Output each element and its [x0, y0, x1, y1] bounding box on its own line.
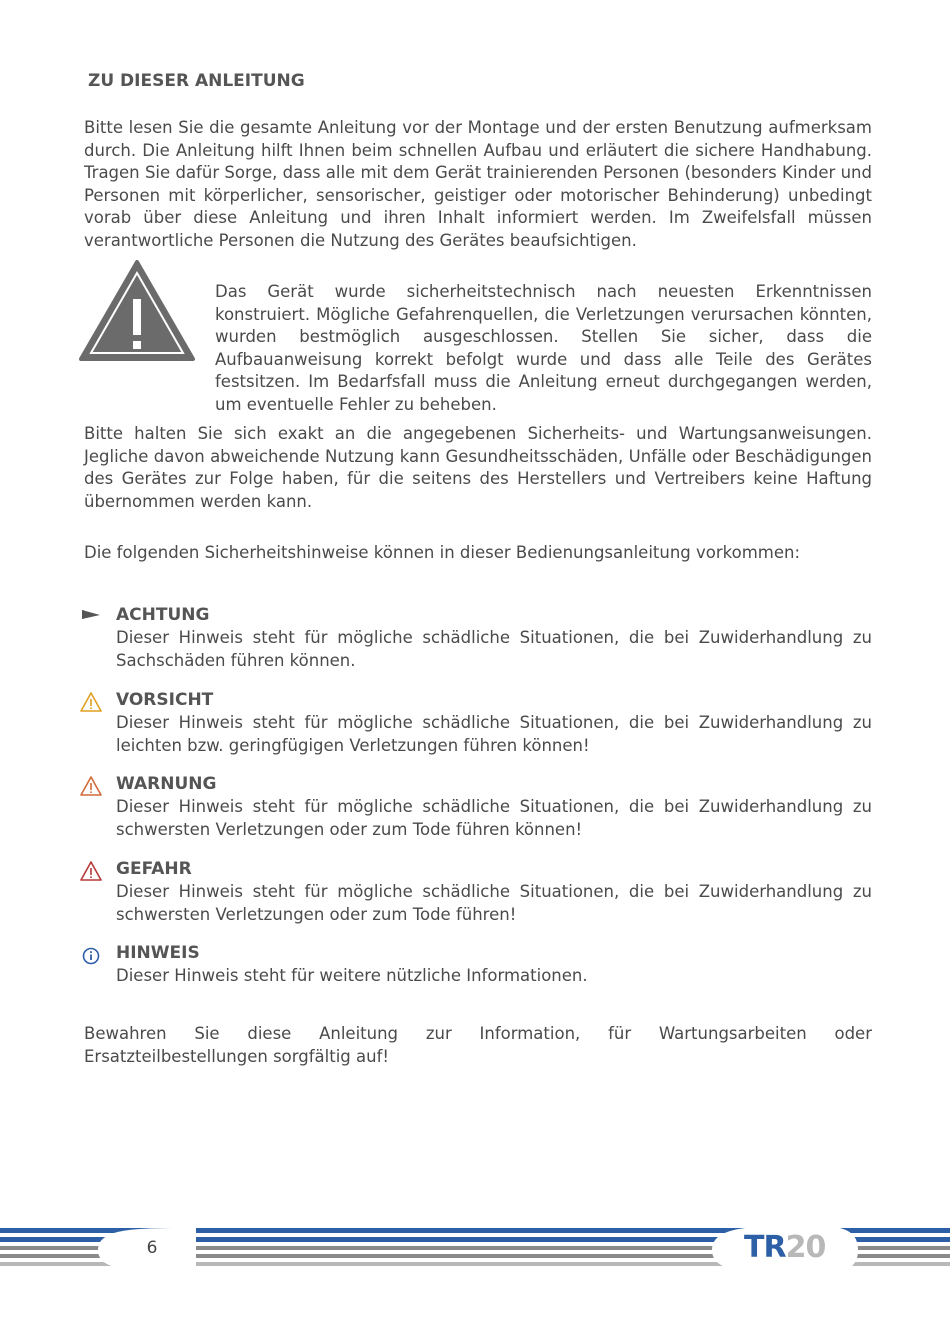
safety-warning-text: Das Gerät wurde sicherheitstechnisch nach neuesten Erkenntnissen konstruiert. Mögliche Gefahrenquellen, die Verletzungen verursachen könnten, wurden bestmöglich ausgeschlossen. Stellen Sie sicher, dass die Aufbauanweisung korrekt befolgt wurde und dass alle Teile des Gerätes festsitzen. Im Bedarfsfall muss die Anleitung erneut durchgegangen werden, um eventuelle Fehler zu beheben. — [215, 282, 872, 414]
note-heading: WARNUNG — [116, 774, 217, 794]
note-heading: ACHTUNG — [116, 605, 210, 625]
brand-logo-part-a: TR — [744, 1230, 786, 1265]
note-text: Dieser Hinweis steht für mögliche schädliche Situationen, die bei Zuwiderhandlung zu schwersten Verletzungen oder zum Tode führen! — [116, 882, 872, 924]
brand-logo — [744, 1230, 825, 1265]
note-heading: VORSICHT — [116, 690, 214, 710]
warning-triangle-icon — [80, 775, 102, 797]
safety-paragraph: Bitte halten Sie sich exakt an die angegebenen Sicherheits- und Wartungsanweisungen. Jegliche davon abweichende Nutzung kann Gesundheitsschäden, Unfälle oder Beschädigungen des Gerätes zur Folge haben, für die seitens des Herstellers und Vertreibers keine Haftung übernommen werden kann. — [84, 424, 872, 511]
note-text: Dieser Hinweis steht für mögliche schädliche Situationen, die bei Zuwiderhandlung zu leichten bzw. geringfügigen Verletzungen führen können! — [116, 713, 872, 755]
note-text: Dieser Hinweis steht für weitere nützliche Informationen. — [116, 966, 588, 985]
note-text: Dieser Hinweis steht für mögliche schädliche Situationen, die bei Zuwiderhandlung zu schwersten Verletzungen oder zum Tode führen können! — [116, 797, 872, 839]
caution-triangle-icon — [80, 691, 102, 713]
note-text: Dieser Hinweis steht für mögliche schädliche Situationen, die bei Zuwiderhandlung zu Sachschäden führen können. — [116, 628, 872, 670]
info-circle-icon — [80, 944, 102, 966]
intro-paragraph: Bitte lesen Sie die gesamte Anleitung vor der Montage und der ersten Benutzung aufmerksam durch. Die Anleitung hilft Ihnen beim schnellen Aufbau und erläutert die sichere Handhabung. Tragen Sie dafür Sorge, dass alle mit dem Gerät trainierenden Personen (besonders Kinder und Personen mit körperlicher, sensorischer, geistiger oder motorischer Behinderung) unbedingt vorab über diese Anleitung und ihren Inhalt informiert werden. Im Zweifelsfall müssen verantwortliche Personen die Nutzung des Gerätes beaufsichtigen. — [84, 118, 872, 250]
notes-intro-paragraph: Die folgenden Sicherheitshinweise können in dieser Bedienungsanleitung vorkommen: — [84, 543, 801, 562]
flag-arrow-icon — [80, 606, 102, 628]
note-heading: GEFAHR — [116, 859, 192, 879]
closing-paragraph: Bewahren Sie diese Anleitung zur Information, für Wartungsarbeiten oder Ersatzteilbestellungen sorgfältig auf! — [84, 1024, 872, 1066]
brand-logo-part-b: 20 — [785, 1230, 826, 1265]
page-number: 6 — [146, 1238, 158, 1258]
warning-triangle-icon — [78, 259, 196, 363]
note-heading: HINWEIS — [116, 943, 200, 963]
page-title: ZU DIESER ANLEITUNG — [88, 71, 305, 91]
danger-triangle-icon — [80, 860, 102, 882]
